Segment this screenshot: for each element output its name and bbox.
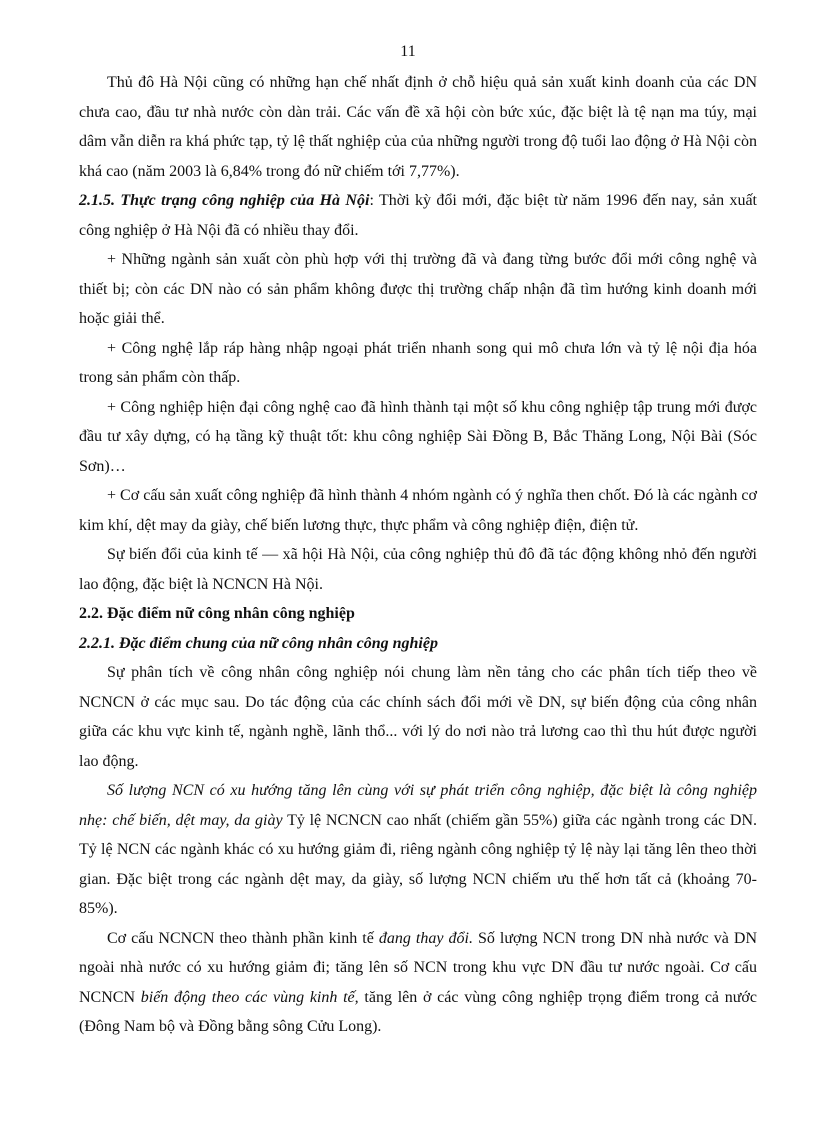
structure-text-a: Cơ cấu NCNCN theo thành phần kinh tế — [107, 929, 379, 947]
paragraph-structure — [79, 924, 757, 1042]
structure-text-c: Số lượng NCN trong DN nhà nước và DN ngoài nhà nước có xu hướng giảm đi; tăng lên số NCN trong khu vực DN đầu tư nước ngoài. Cơ cấu NCNCN — [79, 929, 758, 1006]
worker-count-text: Tỷ lệ NCNCN cao nhất (chiếm gần 55%) giữa các ngành trong các DN. Tỷ lệ NCN các ngành khác có xu hướng giảm đi, riêng ngành công nghiệp tỷ lệ này lại tăng lên theo thời gian. Đặc biệt trong các ngành dệt may, da giày, số lượng NCN chiếm ưu thế hơn tất cả (khoảng 70-85%). — [79, 811, 758, 917]
bullet-assembly-tech: + Công nghệ lắp ráp hàng nhập ngoại phát triển nhanh song qui mô chưa lớn và tỷ lệ nội địa hóa trong sản phẩm còn thấp. — [79, 339, 757, 386]
structure-text-e: tăng lên ở các vùng công nghiệp trọng điểm trong cả nước (Đông Nam bộ và Đồng bằng sông Cửu Long). — [79, 988, 757, 1035]
structure-emphasis-1: đang thay đổi. — [378, 929, 473, 947]
section-2-1-5-title: 2.1.5. Thực trạng công nghiệp của Hà Nội — [79, 192, 370, 209]
paragraph-hanoi-limits: Thủ đô Hà Nội cũng có những hạn chế nhất định ở chỗ hiệu quả sản xuất kinh doanh của các DN chưa cao, đầu tư nhà nước còn dàn trải. Các vấn đề xã hội còn bức xúc, đặc biệt là tệ nạn ma túy, mại dâm vẫn diễn ra khá phức tạp, tỷ lệ thất nghiệp của của những người trong độ tuổi lao động ở Hà Nội còn khá cao (năm 2003 là 6,84% trong đó nữ chiếm tới 7,77%). — [79, 74, 757, 180]
paragraph-analysis: Sự phân tích về công nhân công nghiệp nói chung làm nền tảng cho các phân tích tiếp theo về NCNCN ở các mục sau. Do tác động của các chính sách đổi mới về DN, sự biến động của công nhân giữa các khu vực kinh tế, ngành nghề, lãnh thổ... với lý do nơi nào trả lương cao thì thu hút được người lao động. — [79, 664, 757, 770]
bullet-industry-renewal: + Những ngành sản xuất còn phù hợp với thị trường đã và đang từng bước đổi mới công nghệ và thiết bị; còn các DN nào có sản phẩm không được thị trường chấp nhận đã tìm hướng kinh doanh mới hoặc giải thể. — [79, 251, 757, 327]
heading-2-2: 2.2. Đặc điểm nữ công nhân công nghiệp — [79, 605, 355, 622]
heading-2-2-1: 2.2.1. Đặc điểm chung của nữ công nhân công nghiệp — [79, 634, 438, 652]
section-2-1-5 — [79, 186, 757, 245]
bullet-industry-structure: + Cơ cấu sản xuất công nghiệp đã hình thành 4 nhóm ngành có ý nghĩa then chốt. Đó là các ngành cơ kim khí, dệt may da giày, chế biến lương thực, thực phẩm và công nghiệp điện, điện tử. — [79, 487, 757, 534]
page-number: 11 — [400, 43, 416, 60]
worker-count-emphasis: Số lượng NCN có xu hướng tăng lên cùng với sự phát triển công nghiệp, đặc biệt là công nghiệp nhẹ: chế biến, dệt may, da giày — [79, 782, 757, 829]
paragraph-worker-count — [79, 776, 757, 924]
page-body — [79, 68, 757, 1042]
section-2-1-5-text: : Thời kỳ đổi mới, đặc biệt từ năm 1996 đến nay, sản xuất công nghiệp ở Hà Nội đã có nhiều thay đổi. — [79, 192, 758, 239]
bullet-high-tech: + Công nghiệp hiện đại công nghệ cao đã hình thành tại một số khu công nghiệp tập trung mới được đầu tư xây dựng, có hạ tầng kỹ thuật tốt: khu công nghiệp Sài Đồng B, Bắc Thăng Long, Nội Bài (Sóc Sơn)… — [79, 398, 757, 475]
paragraph-impact: Sự biến đổi của kinh tế — xã hội Hà Nội, của công nghiệp thủ đô đã tác động không nhỏ đến người lao động, đặc biệt là NCNCN Hà Nội. — [79, 546, 757, 593]
structure-emphasis-2: biến động theo các vùng kinh tế, — [140, 988, 359, 1006]
